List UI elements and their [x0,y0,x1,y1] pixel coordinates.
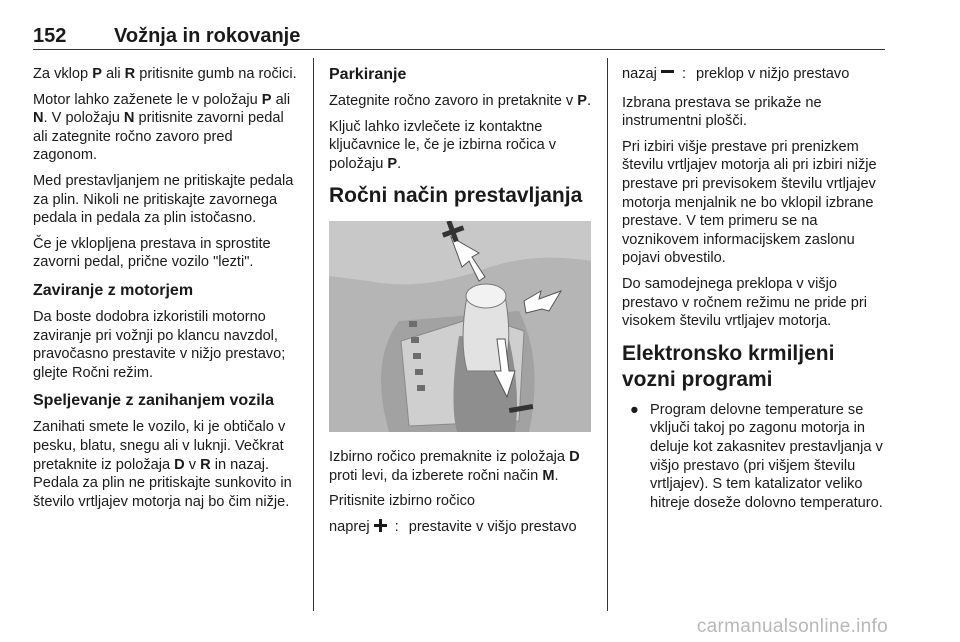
gear-selector-illustration [329,221,591,432]
separator: : [681,66,687,82]
list-item [622,401,888,513]
shift-forward-row [329,518,594,537]
header-divider [33,49,885,50]
forward-description: prestavite v višjo prestavo [408,518,577,535]
back-description: preklop v nižjo prestavo [696,66,850,82]
paragraph: Izbrana prestava se prikaže ne instrumentni plošči. [622,94,822,130]
paragraph: Motor lahko zaženete le v položaju P ali N. V položaju N pritisnite zavorni pedal ali zategnite ročno zavoro pred zagonom. [33,91,291,164]
plus-icon [374,519,387,532]
paragraph: Ključ lahko izvlečete iz kontaktne ključavnice le, če je izbirna ročica v položaju P. [329,118,557,172]
heading-electronic-programs: Elektronsko krmiljeni vozni programi [622,341,835,391]
paragraph: Zategnite ročno zavoro in pretaknite v P. [329,93,592,109]
heading-rocking: Speljevanje z zanihanjem vozila [33,392,274,410]
column-2 [329,65,594,540]
minus-icon [661,66,674,79]
watermark: carmanualsonline.info [696,616,888,637]
list-item-text: Program delovne temperature se vključi takoj po zagonu motorja in deluje kot zakasnitev prestavljanja v višjo prestavo (pri višjem številu vrtljajev). S tem katalizator veliko hitreje doseže dolovno temperaturo. [650,401,883,511]
separator: : [394,518,399,535]
paragraph: Da boste dodobra izkoristili motorno zaviranje pri vožnji po klancu navzdol, pravočasno prestavite v nižjo prestavo; glejte Ročni režim. [33,308,286,381]
paragraph: Do samodejnega preklopa v višjo prestavo v ročnem režimu ne pride pri visokem številu vrtljajev motorja. [622,275,867,330]
forward-label: naprej [329,518,370,535]
paragraph: Pritisnite izbirno ročico [329,493,475,510]
shift-back-row [622,65,888,84]
column-1 [33,65,299,518]
paragraph: Za vklop P ali R pritisnite gumb na ročici. [33,66,297,82]
back-label: nazaj [622,66,657,82]
paragraph: Če je vklopljena prestava in sprostite zavorni pedal, prične vozilo "lezti". [33,235,271,271]
paragraph: Izbirno ročico premaknite iz položaja D proti levi, da izberete ročni način M. [329,448,580,484]
column-3 [622,65,888,512]
column-divider-1 [313,58,314,611]
paragraph: Pri izbiri višje prestave pri prenizkem številu vrtljajev motorja ali pri izbiri nižje prestave pri previsokem številu vrtljajev motorja menjalnik ne bo vklopil izbrane prestave. V tem primeru se na voznikovem informacijskem zaslonu pojavi obvestilo. [622,138,877,267]
heading-manual-mode: Ročni način prestavljanja [329,184,583,208]
heading-parking: Parkiranje [329,66,407,83]
bullet-icon: ● [630,401,639,418]
heading-engine-braking: Zaviranje z motorjem [33,281,194,299]
page-title: Vožnja in rokovanje [114,25,301,47]
page-number: 152 [33,25,67,47]
column-divider-2 [607,58,608,611]
paragraph: Zanihati smete le vozilo, ki je obtičalo v pesku, blatu, snegu ali v luknji. Večkrat pretaknite iz položaja D v R in nazaj. Pedala za plin ne pritiskajte sunkovito in število vrtljajev motorja naj bo čim nižje. [33,419,292,510]
paragraph: Med prestavljanjem ne pritiskajte pedala za plin. Nikoli ne pritiskajte zavornega pedala in pedala za plin istočasno. [33,172,294,227]
